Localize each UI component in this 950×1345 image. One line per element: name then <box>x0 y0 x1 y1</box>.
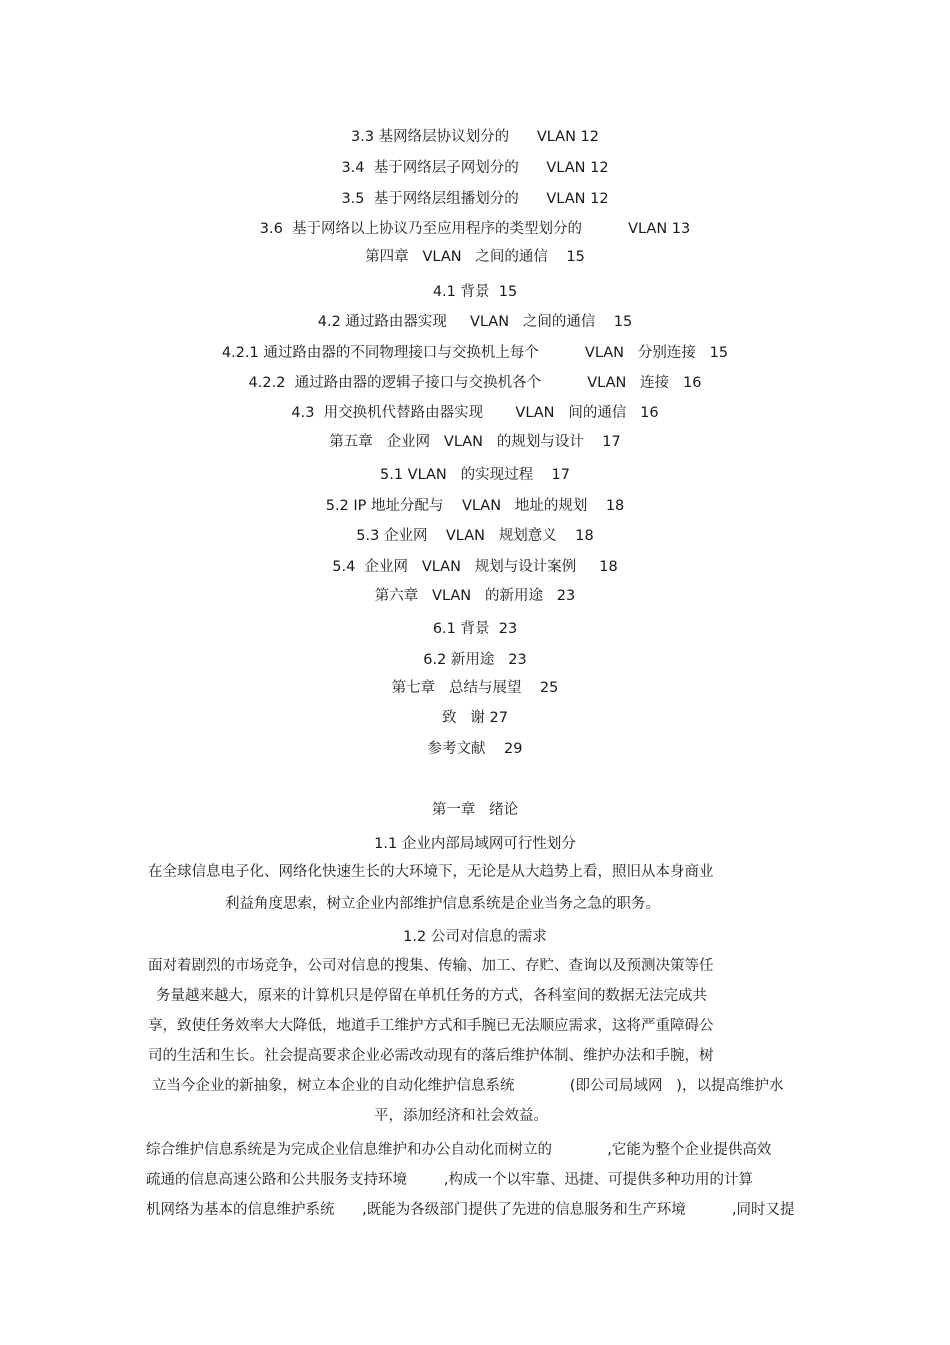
toc-entry: 第五章 企业网 VLAN 的规划与设计 17 <box>329 434 621 450</box>
toc-entry: 5.1 VLAN 的实现过程 17 <box>380 467 570 483</box>
toc-entry: 4.1 背景 15 <box>432 284 518 300</box>
paragraph-line: 在全球信息电子化、网络化快速生长的大环境下，无论是从大趋势上看，照旧从本身商业 <box>148 864 714 880</box>
paragraph-line: 务量越来越大，原来的计算机只是停留在单机任务的方式，各科室间的数据无法完成共 <box>156 988 707 1004</box>
paragraph-line: 疏通的信息高速公路和公共服务支持环境 ,构成一个以牢靠、迅捷、可提供多种功用的计算 <box>146 1172 753 1188</box>
toc-entry: 5.2 IP 地址分配与 VLAN 地址的规划 18 <box>325 498 625 514</box>
toc-entry: 参考文献 29 <box>427 741 523 757</box>
toc-entry: 致 谢 27 <box>442 710 508 726</box>
paragraph-line: 面对着剧烈的市场竞争，公司对信息的搜集、传输、加工、存贮、查询以及预测决策等任 <box>148 958 714 974</box>
toc-entry: 6.1 背景 23 <box>432 621 518 637</box>
section-heading: 1.2 公司对信息的需求 <box>403 929 547 945</box>
toc-entry: 4.2 通过路由器实现 VLAN 之间的通信 15 <box>317 314 633 330</box>
paragraph-line: 综合维护信息系统是为完成企业信息维护和办公自动化而树立的 ,它能为整个企业提供高效 <box>146 1142 772 1158</box>
section-heading: 1.1 企业内部局域网可行性划分 <box>374 836 576 852</box>
toc-entry: 第四章 VLAN 之间的通信 15 <box>365 249 585 265</box>
toc-entry: 4.3 用交换机代替路由器实现 VLAN 间的通信 16 <box>291 405 659 421</box>
paragraph-line: 机网络为基本的信息维护系统 ,既能为各级部门提供了先进的信息服务和生产环境 ,同时又提 <box>146 1202 795 1218</box>
toc-entry: 3.5 基于网络层组播划分的 VLAN 12 <box>341 191 609 207</box>
toc-entry: 第六章 VLAN 的新用途 23 <box>374 588 576 604</box>
toc-entry: 3.3 基网络层协议划分的 VLAN 12 <box>351 129 599 145</box>
toc-entry: 6.2 新用途 23 <box>423 652 527 668</box>
toc-entry: 5.4 企业网 VLAN 规划与设计案例 18 <box>332 559 618 575</box>
toc-entry: 4.2.2 通过路由器的逻辑子接口与交换机各个 VLAN 连接 16 <box>248 375 702 391</box>
toc-entry: 4.2.1 通过路由器的不同物理接口与交换机上每个 VLAN 分别连接 15 <box>221 345 729 361</box>
toc-entry: 第七章 总结与展望 25 <box>391 680 559 696</box>
chapter-title: 第一章 绪论 <box>431 802 519 818</box>
toc-entry: 5.3 企业网 VLAN 规划意义 18 <box>356 528 594 544</box>
paragraph-line: 利益角度思索，树立企业内部维护信息系统是企业当务之急的职务。 <box>225 896 660 912</box>
paragraph-line: 享，致使任务效率大大降低，地道手工维护方式和手腕已无法顺应需求，这将严重障碍公 <box>148 1018 714 1034</box>
paragraph-line: 平，添加经济和社会效益。 <box>374 1108 548 1124</box>
paragraph-line: 立当今企业的新抽象，树立本企业的自动化维护信息系统 (即公司局域网 )，以提高维护水 <box>152 1078 784 1094</box>
toc-entry: 3.4 基于网络层子网划分的 VLAN 12 <box>341 160 609 176</box>
paragraph-line: 司的生活和生长。社会提高要求企业必需改动现有的落后维护体制、维护办法和手腕，树 <box>148 1048 714 1064</box>
toc-entry: 3.6 基于网络以上协议乃至应用程序的类型划分的 VLAN 13 <box>259 221 691 237</box>
